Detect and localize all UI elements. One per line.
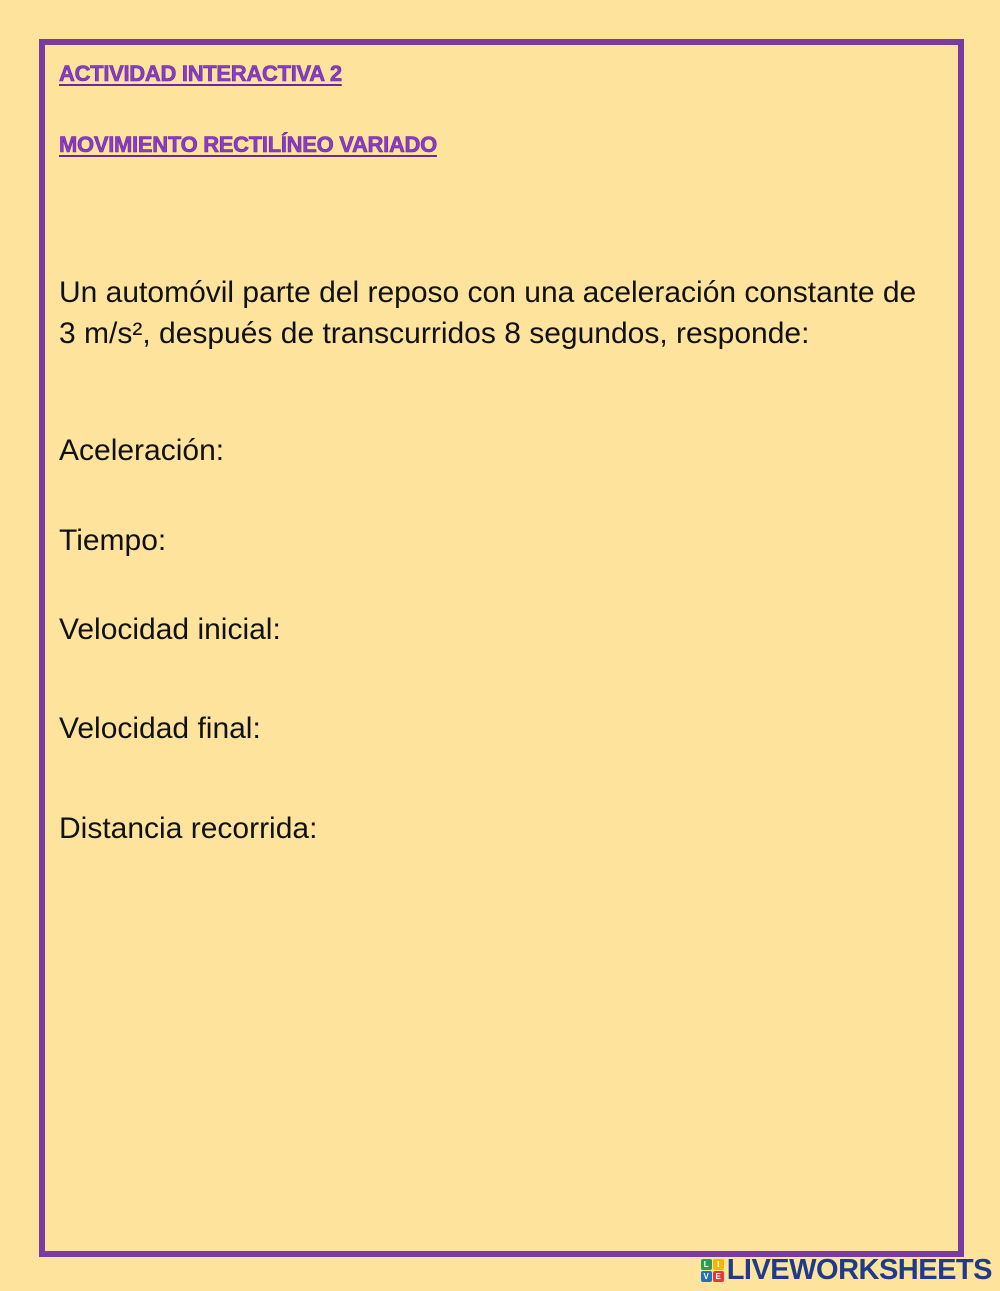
- worksheet-title: ACTIVIDAD INTERACTIVA 2: [59, 61, 342, 86]
- field-label-tiempo: Tiempo:: [59, 524, 167, 557]
- worksheet-subtitle: MOVIMIENTO RECTILÍNEO VARIADO: [59, 132, 437, 157]
- logo-tile-e: E: [713, 1271, 724, 1282]
- logo-tile-l: L: [701, 1259, 712, 1270]
- problem-statement: Un automóvil parte del reposo con una aceleración constante de 3 m/s², después de transcurridos 8 segundos, responde:: [59, 276, 917, 350]
- field-label-aceleracion: Aceleración:: [59, 434, 225, 467]
- liveworksheets-logo-icon: [701, 1259, 724, 1282]
- brand-name: LIVEWORKSHEETS: [726, 1254, 992, 1286]
- worksheet-frame: [39, 39, 964, 1257]
- field-label-velocidad-inicial: Velocidad inicial:: [59, 613, 281, 646]
- liveworksheets-brand: [701, 1255, 992, 1285]
- field-label-distancia-recorrida: Distancia recorrida:: [59, 812, 318, 845]
- logo-tile-v: V: [701, 1271, 712, 1282]
- field-label-velocidad-final: Velocidad final:: [59, 712, 261, 745]
- logo-tile-i: I: [713, 1259, 724, 1270]
